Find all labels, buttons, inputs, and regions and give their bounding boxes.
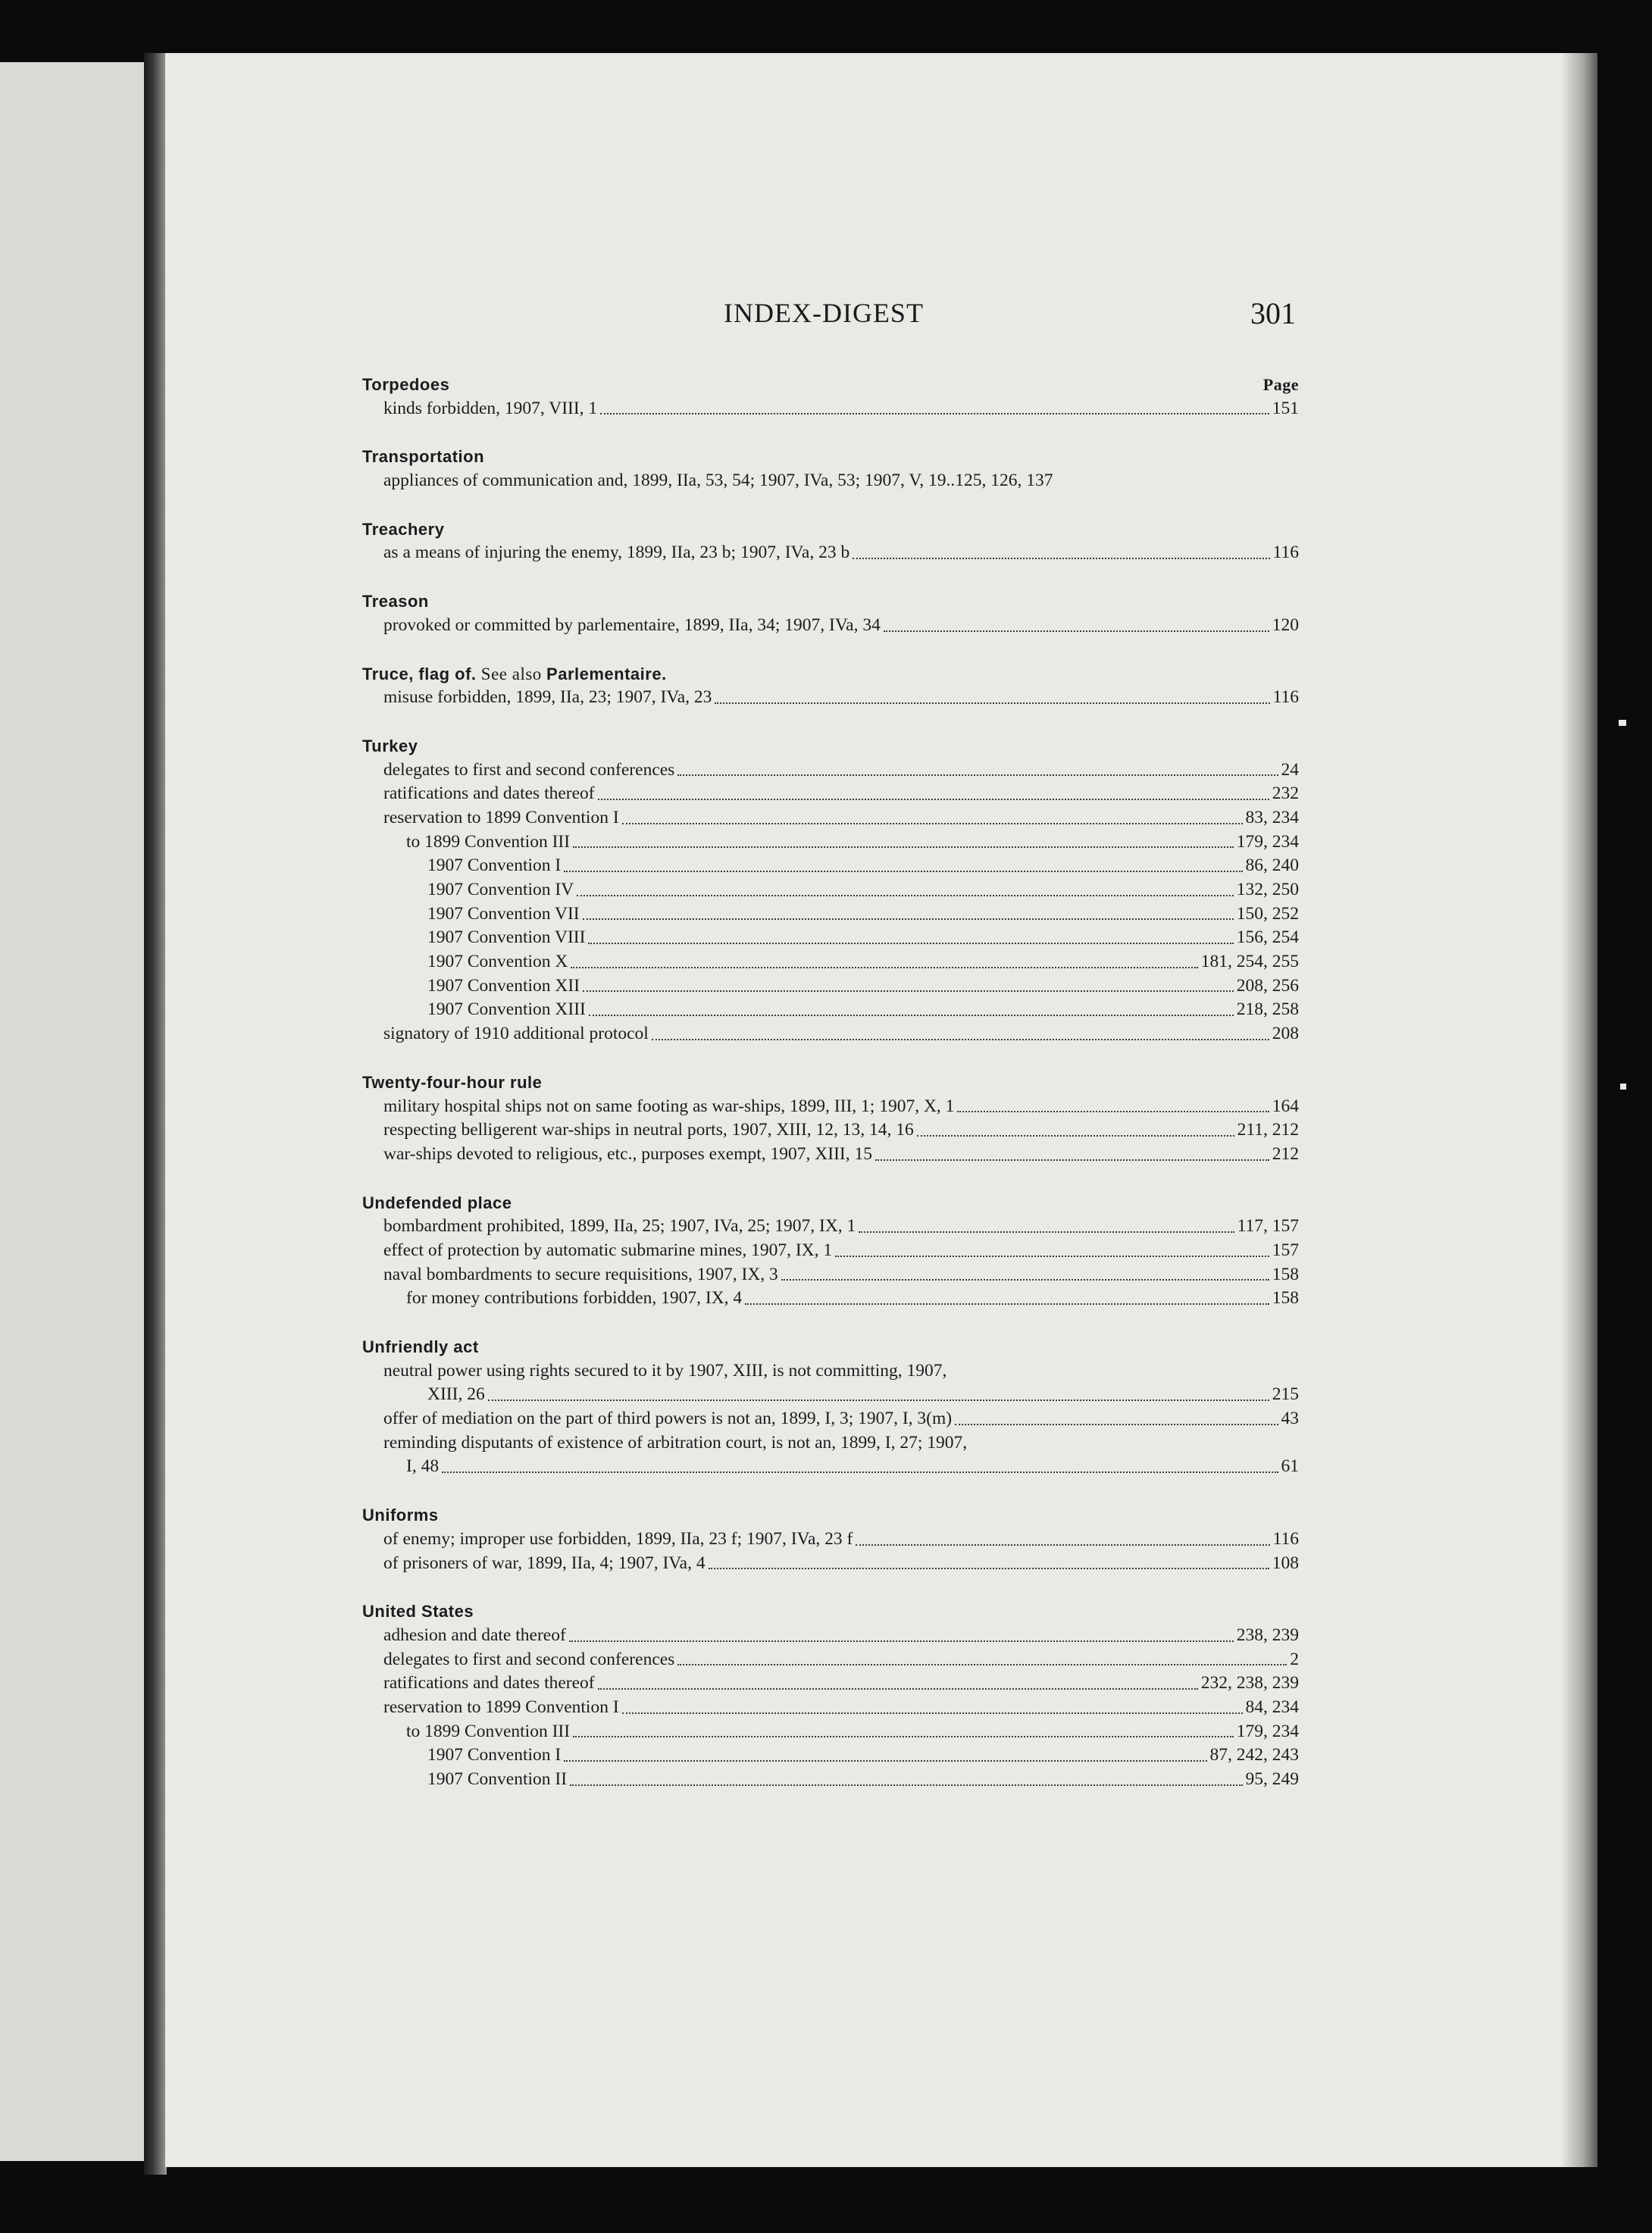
index-entry — [362, 397, 1299, 421]
index-heading — [362, 445, 1299, 469]
entry-page-ref: 2 — [1290, 1649, 1299, 1669]
entry-text: 1907 Convention VII — [427, 903, 580, 924]
dot-leader — [573, 846, 1234, 848]
index-entry — [362, 974, 1299, 999]
dot-leader — [884, 630, 1269, 632]
dot-leader — [589, 1015, 1234, 1016]
dot-leader — [598, 799, 1269, 800]
dot-leader — [745, 1303, 1269, 1305]
entry-text: provoked or committed by parlementaire, 1899, IIa, 34; 1907, IVa, 34 — [383, 615, 881, 635]
index-entry — [362, 1239, 1299, 1263]
index-section — [362, 662, 1299, 710]
dot-leader — [583, 990, 1234, 992]
index-heading — [362, 1191, 1299, 1215]
running-head — [364, 297, 1296, 335]
index-entry — [362, 1744, 1299, 1768]
dot-leader — [622, 1712, 1243, 1714]
index-heading-text: Twenty-four-hour rule — [362, 1072, 543, 1092]
entry-text: ratifications and dates thereof — [383, 783, 595, 804]
index-entry — [362, 878, 1299, 902]
entry-text: for money contributions forbidden, 1907, IX, 4 — [406, 1288, 743, 1309]
entry-page-ref: 24 — [1281, 759, 1299, 780]
index-entry — [362, 1383, 1299, 1407]
dot-leader — [577, 895, 1234, 896]
index-heading — [362, 590, 1299, 614]
entry-text: military hospital ships not on same footing as war-ships, 1899, III, 1; 1907, X, 1 — [383, 1096, 955, 1116]
entry-text: effect of protection by automatic submarine mines, 1907, IX, 1 — [383, 1240, 833, 1260]
index-entry — [362, 1624, 1299, 1648]
facing-page-edge — [0, 62, 144, 2161]
entry-page-ref: 215 — [1272, 1384, 1299, 1405]
entry-text: signatory of 1910 additional protocol — [383, 1024, 649, 1044]
entry-page-ref: 218, 258 — [1236, 999, 1299, 1020]
dot-leader — [917, 1135, 1234, 1137]
index-heading — [362, 1071, 1299, 1095]
entry-text: offer of mediation on the part of third powers is not an, 1899, I, 3; 1907, I, 3(m) — [383, 1409, 953, 1429]
index-entry — [362, 614, 1299, 638]
entry-page-ref: 116 — [1272, 687, 1299, 708]
index-entry — [362, 1552, 1299, 1576]
index-entry — [362, 1648, 1299, 1672]
index-entry — [362, 1455, 1299, 1479]
dot-leader — [564, 1760, 1206, 1762]
dot-leader — [488, 1400, 1269, 1401]
index-section — [362, 518, 1299, 565]
index-entry — [362, 998, 1299, 1022]
index-entry — [362, 1696, 1299, 1720]
see-also-reference: Parlementaire. — [546, 664, 667, 683]
dot-leader — [571, 967, 1197, 968]
entry-text: ratifications and dates thereof — [383, 1673, 595, 1694]
index-heading — [362, 734, 1299, 758]
index-heading-text: Treason — [362, 592, 429, 611]
entry-text: 1907 Convention IV — [427, 880, 574, 899]
entry-page-ref: 158 — [1272, 1288, 1299, 1309]
index-heading-text: Transportation — [362, 447, 485, 467]
index-entry — [362, 830, 1299, 855]
dot-leader — [859, 1231, 1234, 1233]
index-entry — [362, 806, 1299, 830]
entry-text: 1907 Convention X — [427, 952, 568, 972]
index-entry — [362, 1528, 1299, 1552]
entry-text: reservation to 1899 Convention I — [383, 1697, 619, 1717]
entry-page-ref: 238, 239 — [1236, 1625, 1299, 1645]
index-section — [362, 734, 1299, 1046]
dot-leader — [835, 1256, 1269, 1257]
dot-leader — [622, 823, 1243, 824]
entry-page-ref: 232, 238, 239 — [1200, 1673, 1299, 1694]
dot-leader — [573, 1736, 1234, 1737]
index-entry — [362, 1720, 1299, 1744]
page-header-title: INDEX-DIGEST — [724, 298, 924, 328]
index-heading-text: Treachery — [362, 519, 445, 539]
index-entry: reminding disputants of existence of arbitration court, is not an, 1899, I, 27; 1907, — [383, 1432, 968, 1453]
entry-page-ref: 150, 252 — [1236, 903, 1299, 924]
dot-leader — [569, 1640, 1234, 1642]
entry-text: bombardment prohibited, 1899, IIa, 25; 1907, IVa, 25; 1907, IX, 1 — [383, 1216, 856, 1237]
index-entry — [362, 1095, 1299, 1119]
entry-page-ref: 232 — [1272, 783, 1299, 804]
entry-page-ref: 87, 242, 243 — [1209, 1745, 1299, 1765]
entry-page-ref: 108 — [1272, 1553, 1299, 1573]
index-heading-text: United States — [362, 1602, 474, 1622]
page-edge-shadow — [1561, 53, 1597, 2167]
index-section — [362, 1191, 1299, 1311]
dot-leader — [564, 871, 1242, 872]
index-entry — [362, 1143, 1299, 1167]
entry-text: 1907 Convention I — [427, 1745, 562, 1765]
dot-leader — [588, 943, 1233, 944]
entry-page-ref: 84, 234 — [1245, 1697, 1299, 1717]
entry-page-ref: 156, 254 — [1236, 927, 1299, 948]
index-section — [362, 373, 1299, 421]
dot-leader — [781, 1279, 1269, 1281]
page-speck — [1620, 1084, 1626, 1090]
index-entry — [362, 1263, 1299, 1287]
dot-leader — [677, 774, 1278, 776]
entry-page-ref: 86, 240 — [1245, 855, 1299, 876]
index-heading — [362, 1600, 1299, 1624]
entry-page-ref: 179, 234 — [1236, 1721, 1299, 1741]
entry-text: 1907 Convention VIII — [427, 927, 586, 948]
dot-leader — [598, 1688, 1198, 1690]
index-section — [362, 1503, 1299, 1575]
index-entry — [362, 758, 1299, 783]
entry-text: of enemy; improper use forbidden, 1899, IIa, 23 f; 1907, IVa, 23 f — [383, 1528, 853, 1549]
entry-page-ref: 132, 250 — [1236, 880, 1299, 899]
dot-leader — [600, 413, 1269, 414]
index-entry — [362, 926, 1299, 950]
index-section — [362, 590, 1299, 637]
entry-page-ref: 151 — [1272, 398, 1299, 418]
entry-text: to 1899 Convention III — [406, 1721, 571, 1741]
entry-page-ref: 179, 234 — [1236, 831, 1299, 852]
dot-leader — [583, 918, 1234, 920]
book-gutter — [144, 53, 167, 2175]
index-heading — [362, 1503, 1299, 1528]
entry-page-ref: 43 — [1281, 1409, 1299, 1429]
dot-leader — [709, 1568, 1269, 1569]
index-entry — [362, 1022, 1299, 1046]
entry-page-ref: 120 — [1272, 615, 1299, 635]
entry-page-ref: 158 — [1272, 1264, 1299, 1284]
entry-text: war-ships devoted to religious, etc., purposes exempt, 1907, XIII, 15 — [383, 1143, 872, 1164]
entry-page-ref: 157 — [1272, 1240, 1299, 1260]
entry-page-ref: 211, 212 — [1237, 1120, 1299, 1140]
entry-text: XIII, 26 — [427, 1384, 485, 1405]
index-entry: appliances of communication and, 1899, IIa, 53, 54; 1907, IVa, 53; 1907, V, 19..125, 126, 137 — [383, 471, 1053, 491]
dot-leader — [957, 1111, 1269, 1112]
index-heading-text: Uniforms — [362, 1506, 439, 1525]
dot-leader — [853, 558, 1269, 559]
page-column-label: Page — [1262, 375, 1299, 394]
entry-text: adhesion and date thereof — [383, 1625, 566, 1645]
entry-page-ref: 208 — [1272, 1024, 1299, 1044]
index-heading-text: Unfriendly act — [362, 1337, 479, 1356]
index-entry — [362, 1407, 1299, 1431]
entry-page-ref: 83, 234 — [1245, 807, 1299, 827]
entry-text: of prisoners of war, 1899, IIa, 4; 1907, IVa, 4 — [383, 1553, 706, 1573]
index-section — [362, 1335, 1299, 1479]
index-section — [362, 445, 1299, 493]
entry-text: respecting belligerent war-ships in neutral ports, 1907, XIII, 12, 13, 14, 16 — [383, 1120, 914, 1140]
index-entry — [362, 854, 1299, 878]
dot-leader — [570, 1784, 1242, 1786]
entry-page-ref: 117, 157 — [1237, 1216, 1299, 1237]
entry-page-ref: 95, 249 — [1245, 1769, 1299, 1789]
index-heading-text: Turkey — [362, 736, 418, 755]
entry-text: I, 48 — [406, 1456, 440, 1477]
index-heading-text: Truce, flag of. — [362, 664, 477, 683]
index-entry — [362, 782, 1299, 806]
entry-page-ref: 61 — [1281, 1456, 1299, 1477]
entry-text: 1907 Convention II — [427, 1769, 568, 1789]
index-section — [362, 1600, 1299, 1792]
page-number: 301 — [1250, 296, 1296, 330]
index-section — [362, 1071, 1299, 1167]
index-entry — [362, 902, 1299, 927]
entry-text: reservation to 1899 Convention I — [383, 807, 619, 827]
see-also-label: See also — [476, 664, 547, 683]
entry-text: delegates to first and second conferences — [383, 1649, 675, 1669]
dot-leader — [652, 1039, 1269, 1040]
dot-leader — [442, 1471, 1278, 1473]
index-heading-text: Torpedoes — [362, 375, 450, 394]
entry-text: 1907 Convention XIII — [427, 999, 586, 1020]
entry-page-ref: 181, 254, 255 — [1200, 952, 1299, 972]
entry-page-ref: 212 — [1272, 1143, 1299, 1164]
index-entry — [362, 1287, 1299, 1311]
entry-text: to 1899 Convention III — [406, 831, 571, 852]
page-speck — [1619, 720, 1626, 726]
entry-text: naval bombardments to secure requisitions, 1907, IX, 3 — [383, 1264, 778, 1284]
index-entry — [362, 1672, 1299, 1696]
index-entry — [362, 1215, 1299, 1239]
index-entry — [362, 950, 1299, 974]
entry-page-ref: 116 — [1272, 1528, 1299, 1549]
entry-page-ref: 116 — [1272, 543, 1299, 563]
dot-leader — [856, 1544, 1269, 1546]
index-entry — [362, 541, 1299, 565]
entry-text: misuse forbidden, 1899, IIa, 23; 1907, IVa, 23 — [383, 687, 712, 708]
entry-page-ref: 164 — [1272, 1096, 1299, 1116]
entry-text: as a means of injuring the enemy, 1899, IIa, 23 b; 1907, IVa, 23 b — [383, 543, 850, 563]
index-entry — [362, 1768, 1299, 1792]
index-heading-text: Undefended place — [362, 1193, 512, 1212]
dot-leader — [875, 1159, 1269, 1161]
dot-leader — [955, 1424, 1278, 1425]
index-entry — [362, 686, 1299, 710]
dot-leader — [715, 702, 1269, 704]
index-heading — [362, 1335, 1299, 1359]
entry-text: 1907 Convention I — [427, 855, 562, 876]
entry-page-ref: 208, 256 — [1236, 975, 1299, 996]
index-heading — [362, 373, 1299, 397]
entry-text: kinds forbidden, 1907, VIII, 1 — [383, 398, 598, 418]
index-heading — [362, 518, 1299, 542]
index-heading — [362, 662, 1299, 686]
index-content — [362, 373, 1299, 1816]
index-entry: neutral power using rights secured to it by 1907, XIII, is not committing, 1907, — [383, 1360, 947, 1381]
entry-text: 1907 Convention XII — [427, 975, 580, 996]
dot-leader — [677, 1664, 1287, 1665]
index-entry — [362, 1118, 1299, 1143]
entry-text: delegates to first and second conferences — [383, 759, 675, 780]
